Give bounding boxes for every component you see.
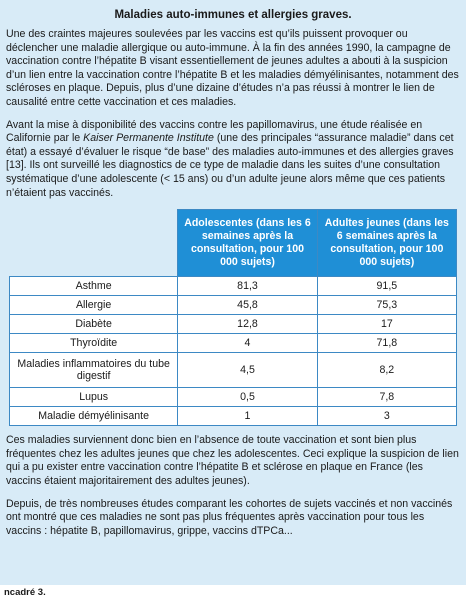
box-title: Maladies auto-immunes et allergies graves. [114, 9, 352, 21]
table-header-row [10, 210, 457, 277]
intro-paragraph: Une des craintes majeures soulevées par les vaccins est qu’ils puissent provoquer ou déclencher une maladie allergique ou auto-immune. À la fin des années 1990, la campagne de vaccination contre l’hépatite B visant essentiellement de jeunes adultes a abouti à la suspicion d’un lien entre la vaccination contre l’hépatite B et les maladies démyélinisantes, notamment des scléroses en plaque. Depuis, plus d’une dizaine d’études n’a pas réussi à montrer le lien de causalité entre cette vaccination et ces maladies. [6, 28, 459, 108]
value-adultes: 17 [317, 315, 456, 334]
incidence-table [9, 209, 457, 426]
value-adolescentes: 12,8 [178, 315, 317, 334]
value-adultes: 91,5 [317, 277, 456, 296]
value-adultes: 7,8 [317, 388, 456, 407]
value-adolescentes: 0,5 [178, 388, 317, 407]
study-text-before: Avant la mise à disponibilité des vaccins contre les papillomavirus, une étude réalisée en Californie par le [6, 118, 423, 145]
institute-name: Kaiser Permanente Institute [83, 132, 214, 145]
study-paragraph [6, 119, 460, 201]
value-adolescentes: 81,3 [178, 277, 317, 296]
value-adolescentes: 4,5 [178, 353, 317, 388]
table-row [10, 407, 457, 426]
table-row [10, 315, 457, 334]
table-row [10, 388, 457, 407]
value-adolescentes: 45,8 [178, 296, 317, 315]
row-label: Diabète [10, 315, 178, 334]
table-row [10, 277, 457, 296]
value-adultes: 71,8 [317, 334, 456, 353]
box-caption: ncadré 3. [4, 587, 46, 598]
row-label: Thyroïdite [10, 334, 178, 353]
study-text-after: (une des principales “assurance maladie” dans cet état) a essayé d’évaluer le risque “de base” des maladies auto-immunes et des allergies graves [13]. Ils ont surveillé les diagnostics de ce type de maladie dans les suites d’une consultation systématique d’une adolescente (< 15 ans) ou d’un adulte jeune alors même que ces patients n’étaient pas vaccinés. [6, 132, 454, 199]
header-adultes-jeunes: Adultes jeunes (dans les 6 semaines après la consultation, pour 100 000 sujets) [317, 210, 456, 277]
value-adultes: 8,2 [317, 353, 456, 388]
row-label: Lupus [10, 388, 178, 407]
conclusion-paragraph: Ces maladies surviennent donc bien en l’absence de toute vaccination et sont bien plus fréquentes chez les adultes jeunes que chez les adolescentes. Ceci explique la suspicion de lien qui a pu exister entre vaccination contre l’hépatite B et sclérose en plaque en France (les vaccins étaient majoritairement des adultes jeunes). [6, 434, 459, 487]
table-corner [10, 210, 178, 277]
table-row [10, 353, 457, 388]
table-row [10, 296, 457, 315]
row-label: Asthme [10, 277, 178, 296]
header-adolescentes: Adolescentes (dans les 6 semaines après la consultation, pour 100 000 sujets) [178, 210, 317, 277]
value-adultes: 75,3 [317, 296, 456, 315]
row-label: Allergie [10, 296, 178, 315]
value-adolescentes: 1 [178, 407, 317, 426]
row-label: Maladies inflammatoires du tube digestif [10, 353, 178, 388]
value-adultes: 3 [317, 407, 456, 426]
value-adolescentes: 4 [178, 334, 317, 353]
row-label: Maladie démyélinisante [10, 407, 178, 426]
table-row [10, 334, 457, 353]
studies-paragraph: Depuis, de très nombreuses études comparant les cohortes de sujets vaccinés et non vaccinés ont montré que ces maladies ne sont pas plus fréquentes après vaccination pour tous les vaccins : hépatite B, papillomavirus, grippe, vaccins dTPCa... [6, 497, 453, 537]
